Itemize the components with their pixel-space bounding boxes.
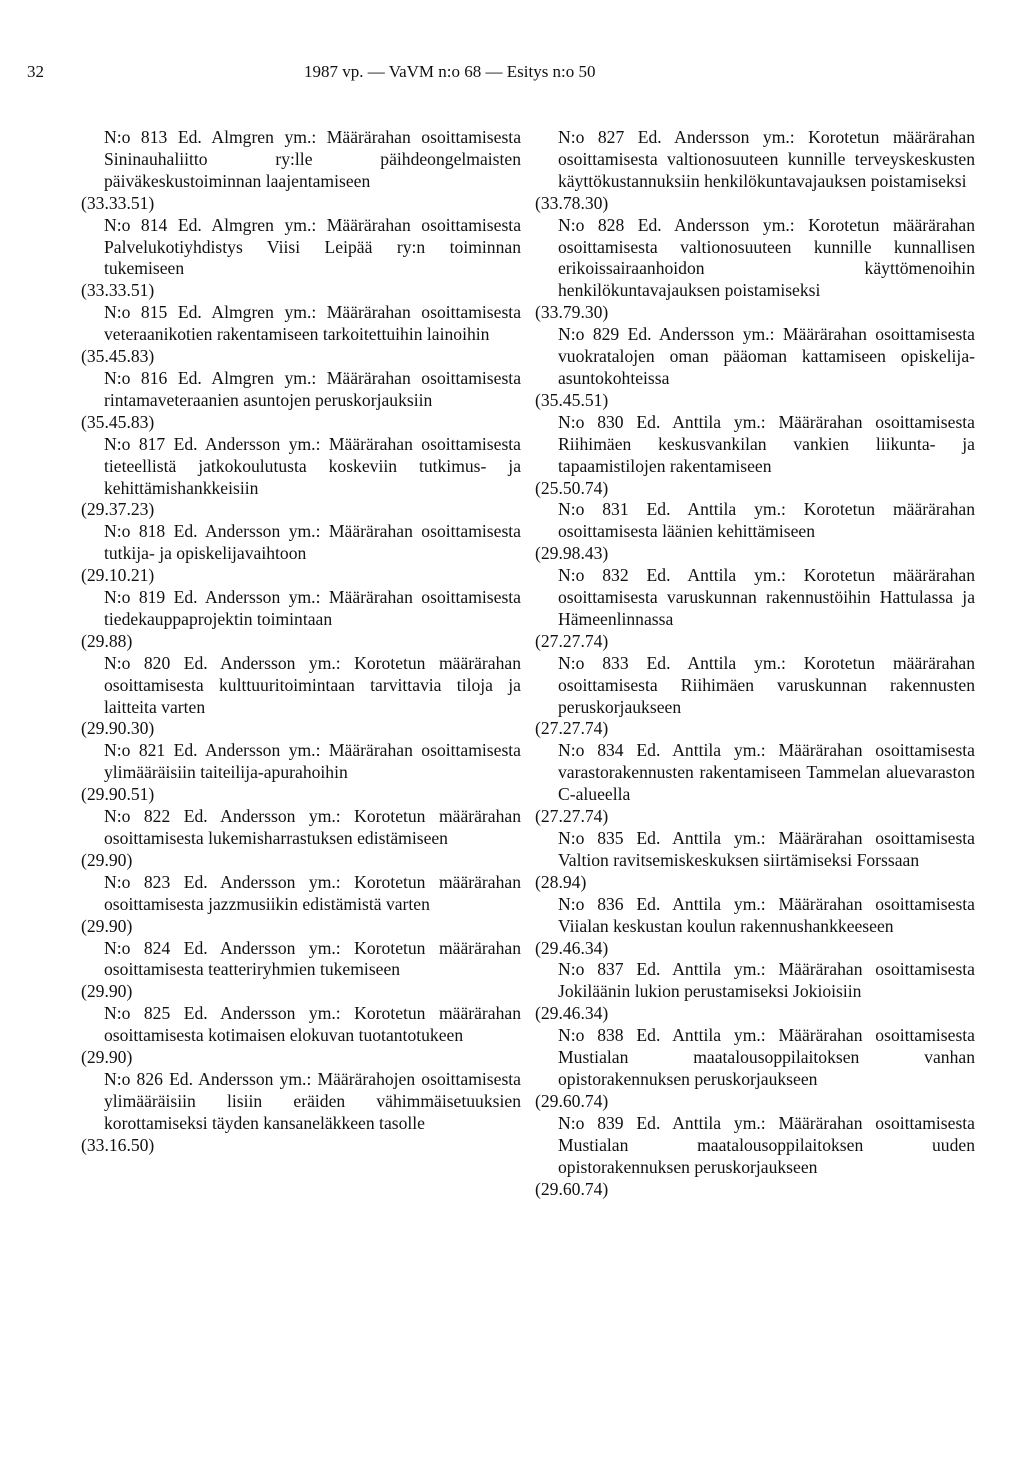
motion-entry [81, 368, 521, 434]
motion-entry [535, 412, 975, 500]
budget-reference: (28.94) [535, 871, 587, 892]
motion-text: N:o 826 Ed. Andersson ym.: Määrärahojen osoittamisesta ylimääräisiin lisiin eräiden vähimmäisetuuksien korottamiseksi täyden kansaneläkkeen tasolle [104, 1068, 521, 1133]
left-column [81, 127, 521, 1157]
budget-reference: (29.37.23) [81, 499, 155, 520]
motion-entry [81, 587, 521, 653]
budget-reference: (35.45.83) [81, 411, 155, 432]
motion-entry [535, 324, 975, 412]
motion-text: N:o 813 Ed. Almgren ym.: Määrärahan osoittamisesta Sininauhaliitto ry:lle päihdeongelmaisten päiväkeskustoiminnan laajentamiseen [104, 127, 521, 191]
motion-entry [81, 302, 521, 368]
motion-entry [81, 653, 521, 741]
budget-reference: (29.90) [81, 849, 133, 870]
motion-text: N:o 839 Ed. Anttila ym.: Määrärahan osoittamisesta Mustialan maatalousoppilaitoksen uuden opistorakennuksen peruskorjaukseen [558, 1112, 975, 1177]
motion-text: N:o 822 Ed. Andersson ym.: Korotetun määrärahan osoittamisesta lukemisharrastuksen edistämiseen [104, 806, 521, 848]
budget-reference: (27.27.74) [535, 718, 609, 739]
motion-entry [81, 127, 521, 215]
motion-text: N:o 830 Ed. Anttila ym.: Määrärahan osoittamisesta Riihimäen keskusvankilan vankien liikunta- ja tapaamistilojen rakentamiseen [558, 411, 975, 476]
motion-entry [535, 215, 975, 325]
page-header [27, 62, 997, 86]
motion-text: N:o 838 Ed. Anttila ym.: Määrärahan osoittamisesta Mustialan maatalousoppilaitoksen vanhan opistorakennuksen peruskorjaukseen [558, 1025, 975, 1089]
motion-entry [535, 1025, 975, 1113]
budget-reference: (27.27.74) [535, 630, 609, 651]
motion-entry [535, 828, 975, 894]
motion-entry [81, 872, 521, 938]
motion-text: N:o 835 Ed. Anttila ym.: Määrärahan osoittamisesta Valtion ravitsemiskeskuksen siirtämiseksi Forssaan [558, 828, 975, 870]
motion-text: N:o 834 Ed. Anttila ym.: Määrärahan osoittamisesta varastorakennusten rakentamiseen Tammelan aluevaraston C-alueella [558, 740, 975, 805]
motion-text: N:o 823 Ed. Andersson ym.: Korotetun määrärahan osoittamisesta jazzmusiikin edistämistä varten [104, 871, 521, 914]
motion-text: N:o 817 Ed. Andersson ym.: Määrärahan osoittamisesta tieteellistä jatkokoulutusta koskeviin tutkimus- ja kehittämishankkeisiin [104, 433, 521, 498]
motion-text: N:o 820 Ed. Andersson ym.: Korotetun määrärahan osoittamisesta kulttuuritoimintaan tarvittavia tiloja ja laitteita varten [104, 652, 521, 717]
motion-entry [535, 1113, 975, 1201]
motion-text: N:o 819 Ed. Andersson ym.: Määrärahan osoittamisesta tiedekauppaprojektin toimintaan [104, 587, 521, 629]
motion-text: N:o 815 Ed. Almgren ym.: Määrärahan osoittamisesta veteraanikotien rakentamiseen tarkoitettuihin lainoihin [104, 302, 521, 345]
motion-entry [81, 434, 521, 522]
budget-reference: (29.90) [81, 1047, 133, 1068]
budget-reference: (29.46.34) [535, 1003, 609, 1024]
motion-entry [535, 653, 975, 741]
motion-text: N:o 825 Ed. Andersson ym.: Korotetun määrärahan osoittamisesta kotimaisen elokuvan tuotantotukeen [104, 1003, 521, 1046]
budget-reference: (29.98.43) [535, 543, 609, 564]
running-title: 1987 vp. — VaVM n:o 68 — Esitys n:o 50 [304, 62, 596, 81]
budget-reference: (29.88) [81, 630, 133, 651]
motion-entry [535, 740, 975, 828]
motion-entry [535, 499, 975, 565]
motion-entry [81, 1069, 521, 1157]
budget-reference: (29.90.51) [81, 784, 155, 805]
motion-text: N:o 821 Ed. Andersson ym.: Määrärahan osoittamisesta ylimääräisiin taiteilija-apurahoihin [104, 740, 521, 783]
page-number: 32 [27, 62, 44, 81]
motion-entry [81, 1003, 521, 1069]
budget-reference: (33.33.51) [81, 192, 155, 213]
motion-text: N:o 836 Ed. Anttila ym.: Määrärahan osoittamisesta Viialan keskustan koulun rakennushankkeeseen [558, 893, 975, 936]
budget-reference: (33.79.30) [535, 302, 609, 323]
motion-text: N:o 831 Ed. Anttila ym.: Korotetun määrärahan osoittamisesta läänien kehittämiseen [558, 499, 975, 542]
right-column [535, 127, 975, 1200]
motion-entry [81, 215, 521, 303]
budget-reference: (27.27.74) [535, 806, 609, 827]
budget-reference: (35.45.83) [81, 346, 155, 367]
budget-reference: (29.46.34) [535, 937, 609, 958]
budget-reference: (33.78.30) [535, 192, 609, 213]
budget-reference: (29.90) [81, 915, 133, 936]
motion-text: N:o 824 Ed. Andersson ym.: Korotetun määrärahan osoittamisesta teatteriryhmien tukemiseen [104, 937, 521, 980]
motion-entry [81, 740, 521, 806]
motion-entry [535, 565, 975, 653]
motion-entry [535, 127, 975, 215]
budget-reference: (29.10.21) [81, 565, 155, 586]
motion-text: N:o 832 Ed. Anttila ym.: Korotetun määrärahan osoittamisesta varuskunnan rakennustöihin Hattulassa ja Hämeenlinnassa [558, 565, 975, 629]
motion-entry [535, 959, 975, 1025]
budget-reference: (33.33.51) [81, 280, 155, 301]
motion-text: N:o 833 Ed. Anttila ym.: Korotetun määrärahan osoittamisesta Riihimäen varuskunnan rakennusten peruskorjaukseen [558, 652, 975, 717]
budget-reference: (33.16.50) [81, 1134, 155, 1155]
motion-entry [81, 521, 521, 587]
motion-entry [81, 938, 521, 1004]
budget-reference: (35.45.51) [535, 389, 609, 410]
budget-reference: (29.60.74) [535, 1178, 609, 1199]
motion-text: N:o 814 Ed. Almgren ym.: Määrärahan osoittamisesta Palvelukotiyhdistys Viisi Leipää ry:n toiminnan tukemiseen [104, 214, 521, 279]
motion-entry [535, 894, 975, 960]
motion-text: N:o 816 Ed. Almgren ym.: Määrärahan osoittamisesta rintamaveteraanien asuntojen peruskorjauksiin [104, 367, 521, 410]
budget-reference: (29.60.74) [535, 1090, 609, 1111]
motion-text: N:o 818 Ed. Andersson ym.: Määrärahan osoittamisesta tutkija- ja opiskelijavaihtoon [104, 521, 521, 564]
budget-reference: (25.50.74) [535, 477, 609, 498]
motion-text: N:o 837 Ed. Anttila ym.: Määrärahan osoittamisesta Jokiläänin lukion perustamiseksi Jokioisiin [558, 959, 975, 1002]
budget-reference: (29.90) [81, 981, 133, 1002]
motion-text: N:o 829 Ed. Andersson ym.: Määrärahan osoittamisesta vuokratalojen oman pääoman kattamiseen opiskelija-asuntokohteissa [558, 324, 975, 388]
motion-text: N:o 827 Ed. Andersson ym.: Korotetun määrärahan osoittamisesta valtionosuuteen kunnille terveyskeskusten käyttökustannuksiin henkilökuntavajauksen poistamiseksi [558, 127, 975, 191]
budget-reference: (29.90.30) [81, 718, 155, 739]
motion-text: N:o 828 Ed. Andersson ym.: Korotetun määrärahan osoittamisesta valtionosuuteen kunnille kunnallisen erikoissairaanhoidon käyttömenoihin henkilökuntavajauksen poistamiseksi [558, 214, 975, 301]
motion-entry [81, 806, 521, 872]
